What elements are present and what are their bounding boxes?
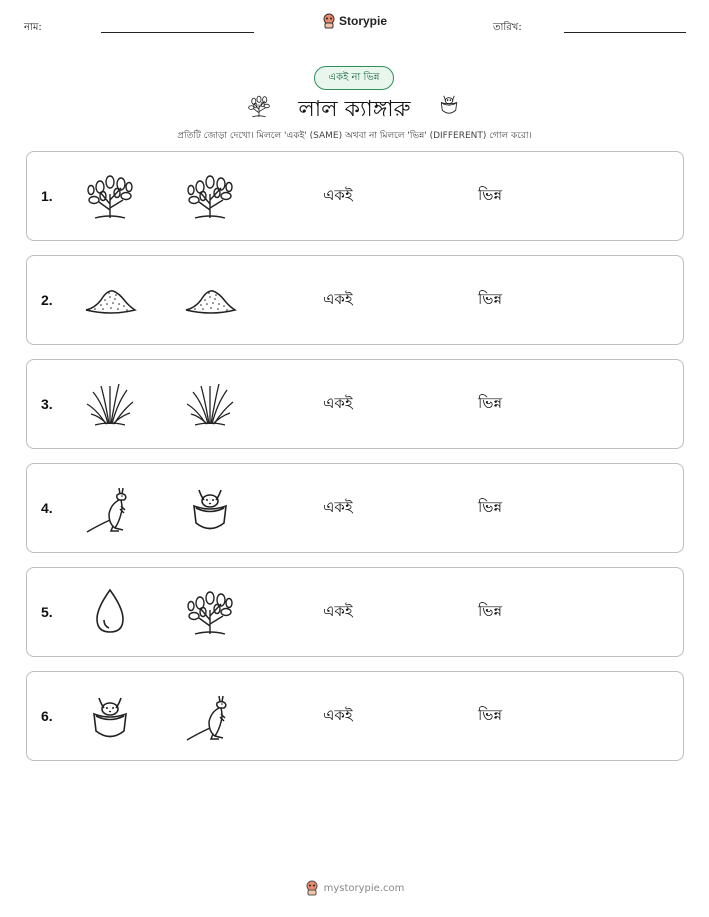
name-label: নাম:: [24, 22, 42, 33]
worksheet-type-badge: একই না ভিন্ন: [314, 66, 394, 90]
question-number: 2.: [41, 292, 53, 308]
question-card: [26, 567, 684, 657]
option-different[interactable]: ভিন্ন: [478, 706, 503, 724]
option-different[interactable]: ভিন্ন: [478, 498, 503, 516]
kangaroo-icon: [183, 690, 237, 744]
instructions-text: প্রতিটি জোড়া দেখো। মিললে 'একই' (SAME) অথবা না মিললে 'ভিন্ন' (DIFFERENT) গোল করো।: [177, 131, 532, 141]
storypie-mascot-icon: [322, 13, 336, 29]
brand-logo: [322, 13, 387, 29]
option-same[interactable]: একই: [323, 186, 353, 204]
worksheet-header: [0, 0, 709, 45]
sand-pile-icon: [183, 274, 237, 328]
option-different[interactable]: ভিন্ন: [478, 602, 503, 620]
joey-pouch-icon: [436, 90, 462, 122]
page-title: লাল ক্যাঙ্গারু: [298, 97, 411, 122]
bush-icon: [83, 170, 137, 224]
question-card: [26, 463, 684, 553]
grass-icon: [183, 378, 237, 432]
storypie-mascot-icon: [305, 880, 319, 896]
option-different[interactable]: ভিন্ন: [478, 394, 503, 412]
option-same[interactable]: একই: [323, 706, 353, 724]
name-line: [101, 32, 254, 33]
question-card: [26, 151, 684, 241]
question-number: 4.: [41, 500, 53, 516]
joey-pouch-icon: [83, 690, 137, 744]
title-row: [0, 90, 709, 124]
option-same[interactable]: একই: [323, 290, 353, 308]
question-card: [26, 359, 684, 449]
kangaroo-icon: [83, 482, 137, 536]
question-number: 5.: [41, 604, 53, 620]
footer-url[interactable]: mystorypie.com: [323, 882, 405, 894]
option-different[interactable]: ভিন্ন: [478, 186, 503, 204]
sand-pile-icon: [83, 274, 137, 328]
question-card: [26, 671, 684, 761]
date-line: [564, 32, 686, 33]
question-number: 3.: [41, 396, 53, 412]
question-card: [26, 255, 684, 345]
option-different[interactable]: ভিন্ন: [478, 290, 503, 308]
footer: [0, 880, 709, 896]
joey-pouch-icon: [183, 482, 237, 536]
brand-name: Storypie: [339, 14, 388, 28]
water-drop-icon: [83, 586, 137, 640]
question-number: 1.: [41, 188, 53, 204]
date-label: তারিখ:: [493, 22, 522, 33]
bush-icon: [183, 170, 237, 224]
grass-icon: [83, 378, 137, 432]
bush-icon: [183, 586, 237, 640]
option-same[interactable]: একই: [323, 498, 353, 516]
option-same[interactable]: একই: [323, 394, 353, 412]
option-same[interactable]: একই: [323, 602, 353, 620]
question-number: 6.: [41, 708, 53, 724]
